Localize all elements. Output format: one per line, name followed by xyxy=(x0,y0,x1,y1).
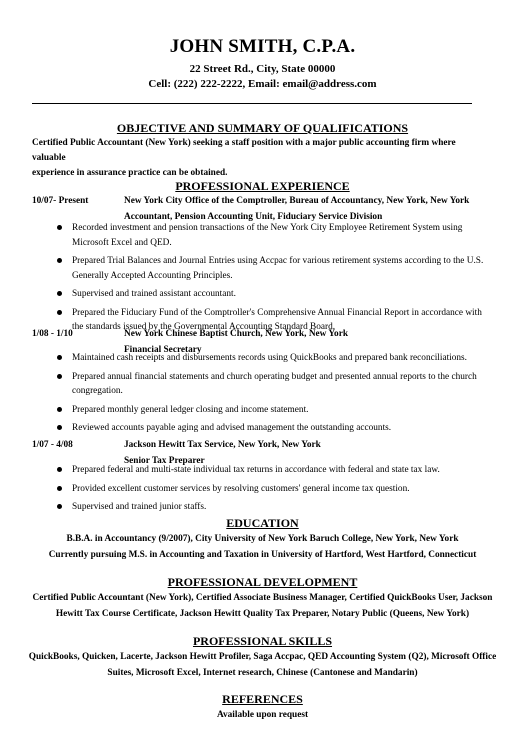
skills-heading: PROFESSIONAL SKILLS xyxy=(192,634,333,648)
job-bullets xyxy=(58,351,488,440)
bullet-icon xyxy=(57,467,62,472)
education-line: B.B.A. in Accountancy (9/2007), City University of New York Baruch College, New York, New York xyxy=(66,534,459,544)
contact-line: Cell: (222) 222-2222, Email: email@address.com xyxy=(148,78,377,90)
bullet-icon xyxy=(57,291,62,296)
list-item: Prepared Trial Balances and Journal Entries using Accpac for various retirement systems according to the U.S. Generally Accepted Accounting Principles. xyxy=(58,254,488,283)
employer-line: Senior Tax Preparer xyxy=(124,456,205,466)
job-bullets xyxy=(58,463,488,519)
job-dates: 1/08 - 1/10 xyxy=(32,329,73,339)
experience-heading: PROFESSIONAL EXPERIENCE xyxy=(175,179,350,193)
bullet-icon xyxy=(57,407,62,412)
list-item: Provided excellent customer services by resolving customers' general income tax question. xyxy=(58,482,488,497)
bullet-icon xyxy=(57,355,62,360)
development-line: Certified Public Accountant (New York), Certified Associate Business Manager, Certified QuickBooks User, Jackson xyxy=(32,593,493,603)
candidate-name: JOHN SMITH, C.P.A. xyxy=(169,36,356,57)
list-item: Prepared annual financial statements and church operating budget and presented annual reports to the church congregation. xyxy=(58,370,488,399)
job-dates: 10/07- Present xyxy=(32,196,89,206)
list-item: Prepared monthly general ledger closing and income statement. xyxy=(58,403,488,418)
development-text xyxy=(20,590,505,622)
skills-line: QuickBooks, Quicken, Lacerte, Jackson Hewitt Profiler, Saga Accpac, QED Accounting System (Q2), Microsoft Office xyxy=(28,652,497,662)
education-line: Currently pursuing M.S. in Accounting and Taxation in University of Hartford, West Hartford, Connecticut xyxy=(48,550,477,560)
employer-line: Accountant, Pension Accounting Unit, Fiduciary Service Division xyxy=(124,212,383,222)
objective-text xyxy=(32,136,482,181)
references-heading: REFERENCES xyxy=(222,692,303,706)
bullet-icon xyxy=(57,425,62,430)
address-line: 22 Street Rd., City, State 00000 xyxy=(189,63,336,75)
list-item: Prepared the Fiduciary Fund of the Comptroller's Comprehensive Annual Financial Report in accordance with the standards issued by the Governmental Accounting Standard Board. xyxy=(58,306,488,335)
objective-line: experience in assurance practice can be obtained. xyxy=(32,168,228,178)
list-item: Reviewed accounts payable aging and advised management the outstanding accounts. xyxy=(58,421,488,436)
list-item: Recorded investment and pension transactions of the New York City Employee Retirement System using Microsoft Excel and QED. xyxy=(58,221,488,250)
skills-text xyxy=(20,649,505,681)
objective-line: Certified Public Accountant (New York) seeking a staff position with a major public accounting firm where valuable xyxy=(32,138,456,163)
development-heading: PROFESSIONAL DEVELOPMENT xyxy=(167,575,358,589)
education-text xyxy=(20,531,505,563)
header-divider xyxy=(32,103,472,104)
bullet-icon xyxy=(57,310,62,315)
bullet-icon xyxy=(57,225,62,230)
bullet-icon xyxy=(57,258,62,263)
bullet-icon xyxy=(57,374,62,379)
development-line: Hewitt Tax Course Certificate, Jackson Hewitt Quality Tax Preparer, Notary Public (Queens, New York) xyxy=(55,609,470,619)
list-item: Supervised and trained assistant accountant. xyxy=(58,287,488,302)
objective-heading: OBJECTIVE AND SUMMARY OF QUALIFICATIONS xyxy=(116,121,409,135)
bullet-icon xyxy=(57,504,62,509)
employer-line: Jackson Hewitt Tax Service, New York, New York xyxy=(124,440,321,450)
employer-line: New York City Office of the Comptroller, Bureau of Accountancy, New York, New York xyxy=(124,196,470,206)
list-item: Prepared federal and multi-state individual tax returns in accordance with federal and state tax law. xyxy=(58,463,488,478)
education-heading: EDUCATION xyxy=(226,516,299,530)
employer-line: New York Chinese Baptist Church, New York, New York xyxy=(124,329,348,339)
list-item: Maintained cash receipts and disbursements records using QuickBooks and prepared bank reconciliations. xyxy=(58,351,488,366)
skills-line: Suites, Microsoft Excel, Internet research, Chinese (Cantonese and Mandarin) xyxy=(107,668,418,678)
bullet-icon xyxy=(57,486,62,491)
employer-line: Financial Secretary xyxy=(124,345,202,355)
references-text: Available upon request xyxy=(216,710,309,720)
list-item: Supervised and trained junior staffs. xyxy=(58,500,488,515)
job-bullets xyxy=(58,221,488,339)
job-dates: 1/07 - 4/08 xyxy=(32,440,73,450)
